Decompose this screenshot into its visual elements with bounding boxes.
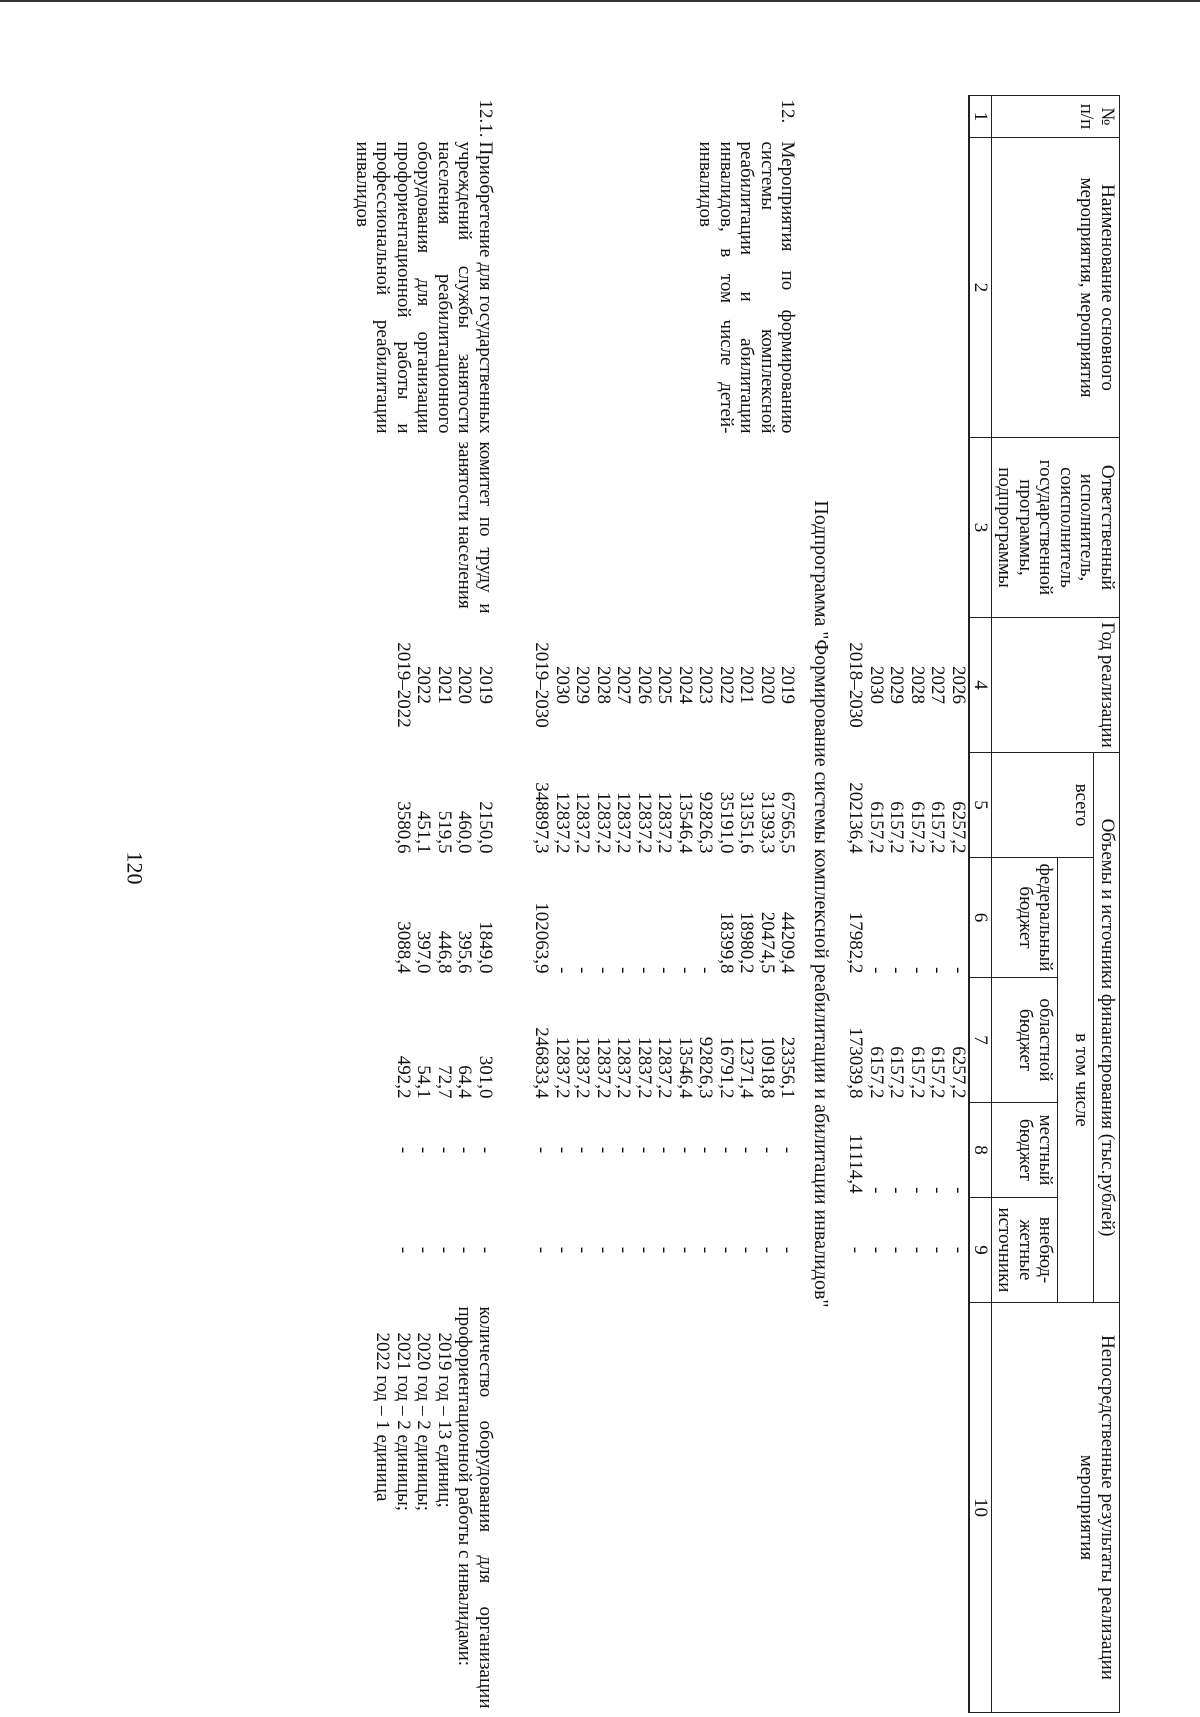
- cell-value: 2020 год – 2 единицы;: [413, 1332, 435, 1512]
- header-local: местный бюджет: [991, 1103, 1058, 1198]
- column-number: 1: [969, 96, 992, 138]
- cell-value: 72,7: [433, 1065, 455, 1099]
- cell-value: -: [633, 1146, 655, 1154]
- cell-value: 6157,2: [906, 801, 928, 854]
- cell-value: 18399,8: [715, 911, 737, 974]
- cell-value: -: [865, 1246, 887, 1254]
- cell-value: 173039,8: [845, 1027, 867, 1099]
- local-cell: [351, 1103, 495, 1198]
- header-federal: федеральный бюджет: [991, 858, 1058, 978]
- header-including: в том числе: [1058, 858, 1094, 1303]
- cell-value: -: [592, 1146, 614, 1154]
- cell-value: -: [947, 967, 969, 974]
- cell-value: 2018–2030: [845, 642, 867, 728]
- result-cell: [351, 1303, 495, 1713]
- cell-value: 12837,2: [613, 791, 635, 854]
- extra-cell: [845, 1198, 969, 1303]
- cell-value: 20474,5: [756, 911, 778, 974]
- cell-value: 2029: [572, 666, 594, 704]
- cell-value: -: [947, 1187, 969, 1194]
- cell-value: 2019: [474, 666, 496, 704]
- year-cell: [351, 618, 495, 753]
- cell-value: -: [695, 967, 717, 974]
- year-cell: [531, 618, 798, 753]
- cell-value: 348897,3: [531, 782, 553, 854]
- cell-value: 2025: [654, 666, 676, 704]
- cell-value: 301,0: [474, 1055, 496, 1099]
- cell-value: -: [454, 1146, 476, 1154]
- cell-value: -: [927, 967, 949, 974]
- cell-value: -: [392, 1146, 414, 1154]
- cell-value: 12837,2: [592, 791, 614, 854]
- table-row-12: [531, 96, 798, 1713]
- column-number: 10: [969, 1303, 992, 1713]
- cell-value: -: [845, 1246, 867, 1254]
- regional-cell: [531, 978, 798, 1103]
- local-cell: [845, 1103, 969, 1198]
- cell-value: -: [474, 1246, 496, 1254]
- cell-value: -: [886, 967, 908, 974]
- header-extra: внебюд-жетные источники: [991, 1198, 1058, 1303]
- cell-value: -: [865, 967, 887, 974]
- cell-value: 2020: [454, 666, 476, 704]
- cell-value: -: [736, 1246, 758, 1254]
- cell-value: 2021: [736, 666, 758, 704]
- cell-value: 3088,4: [392, 921, 414, 974]
- cell-value: 2030: [551, 666, 573, 704]
- cell-value: 2022: [715, 666, 737, 704]
- cell-value: -: [613, 967, 635, 974]
- cell-value: 2027: [613, 666, 635, 704]
- cell-value: 12837,2: [572, 791, 594, 854]
- cell-value: 64,4: [454, 1065, 476, 1099]
- total-cell: [531, 753, 798, 858]
- cell-value: 397,0: [413, 930, 435, 974]
- cell-value: -: [531, 1246, 553, 1254]
- cell-value: 13546,4: [674, 1036, 696, 1099]
- cell-value: 23356,1: [777, 1036, 799, 1099]
- cell-value: -: [674, 1146, 696, 1154]
- cell-value: -: [592, 967, 614, 974]
- cell-value: -: [777, 1146, 799, 1154]
- cell-value: -: [886, 1187, 908, 1194]
- cell-value: 2021: [433, 666, 455, 704]
- cell-value: 12837,2: [633, 1036, 655, 1099]
- cell-value: -: [613, 1146, 635, 1154]
- cell-value: 12837,2: [654, 791, 676, 854]
- cell-value: -: [633, 1246, 655, 1254]
- cell-value: -: [756, 1246, 778, 1254]
- executor-name: комитет по труду и занятости населения: [454, 441, 496, 614]
- cell-value: -: [551, 1246, 573, 1254]
- cell-value: -: [927, 1187, 949, 1194]
- cell-value: -: [695, 1246, 717, 1254]
- cell-value: -: [756, 1146, 778, 1154]
- header-num: № п/п: [991, 96, 1119, 138]
- cell-value: -: [413, 1146, 435, 1154]
- table-row-12-1: [351, 96, 495, 1713]
- cell-value: -: [906, 1187, 928, 1194]
- cell-value: 2019–2022: [392, 642, 414, 728]
- cell-value: 6157,2: [906, 1046, 928, 1099]
- result-lines: [372, 1307, 454, 1709]
- cell-value: -: [592, 1246, 614, 1254]
- column-number-row: [969, 96, 992, 1713]
- cell-value: 35191,0: [715, 791, 737, 854]
- cell-value: 11114,4: [845, 1133, 867, 1194]
- cell-value: 202136,4: [845, 782, 867, 854]
- header-year: Год реализации: [991, 618, 1119, 753]
- cell-value: -: [927, 1246, 949, 1254]
- cell-value: -: [572, 1146, 594, 1154]
- year-cell: [845, 618, 969, 753]
- cell-value: 12837,2: [592, 1036, 614, 1099]
- cell-value: 492,2: [392, 1055, 414, 1099]
- column-number: 5: [969, 753, 992, 858]
- header-total: всего: [991, 753, 1094, 858]
- cell-value: -: [674, 1246, 696, 1254]
- cell-value: -: [633, 967, 655, 974]
- total-cell: [351, 753, 495, 858]
- cell-value: 12837,2: [572, 1036, 594, 1099]
- cell-value: 3580,6: [392, 801, 414, 854]
- cell-value: 2024: [674, 666, 696, 704]
- header-results: Непосредственные результаты реализации мероприятия: [991, 1303, 1119, 1713]
- cell-value: 451,1: [413, 810, 435, 854]
- local-cell: [531, 1103, 798, 1198]
- cell-value: -: [947, 1246, 969, 1254]
- cell-value: 2020: [756, 666, 778, 704]
- regional-cell: [845, 978, 969, 1103]
- column-number: 6: [969, 858, 992, 978]
- cell-value: 2022 год – 1 единица: [372, 1332, 394, 1502]
- cell-value: 12837,2: [551, 1036, 573, 1099]
- cell-value: -: [572, 1246, 594, 1254]
- cell-value: -: [531, 1146, 553, 1154]
- table-header: [969, 96, 1120, 1713]
- cell-value: 12371,4: [736, 1036, 758, 1099]
- header-financing: Объемы и источники финансирования (тыс.рублей): [1094, 753, 1120, 1303]
- cell-value: 102063,9: [531, 902, 553, 974]
- cell-value: -: [392, 1246, 414, 1254]
- cell-value: 12837,2: [613, 1036, 635, 1099]
- cell-value: 2026: [633, 666, 655, 704]
- page-number: 120: [122, 851, 148, 885]
- cell-value: 2030: [865, 666, 887, 704]
- cell-value: -: [454, 1246, 476, 1254]
- cell-value: -: [865, 1187, 887, 1194]
- activity-name: Приобретение для государственных учреждений службы занятости населения реабилитационного оборудования для организации профориентационной работы и профессиональной реабилитации инвалидов: [351, 141, 496, 434]
- cell-value: -: [777, 1246, 799, 1254]
- cell-value: 246833,4: [531, 1027, 553, 1099]
- cell-value: 519,5: [433, 810, 455, 854]
- cell-value: 13546,4: [674, 791, 696, 854]
- total-cell: [845, 753, 969, 858]
- extra-cell: [351, 1198, 495, 1303]
- cell-value: 2019: [777, 666, 799, 704]
- cell-value: 2019–2030: [531, 642, 553, 728]
- cell-value: 2023: [695, 666, 717, 704]
- column-number: 4: [969, 618, 992, 753]
- cell-value: 17982,2: [845, 911, 867, 974]
- cell-value: -: [654, 1246, 676, 1254]
- cell-value: -: [906, 1246, 928, 1254]
- cell-value: -: [906, 967, 928, 974]
- cell-value: 2019 год – 13 единиц;: [433, 1332, 455, 1508]
- cell-value: 6157,2: [865, 1046, 887, 1099]
- cell-value: 2028: [906, 666, 928, 704]
- cell-value: 2026: [947, 666, 969, 704]
- cell-value: 16791,2: [715, 1036, 737, 1099]
- federal-cell: [351, 858, 495, 978]
- cell-value: 6257,2: [947, 801, 969, 854]
- column-number: 7: [969, 978, 992, 1103]
- cell-value: 12837,2: [633, 791, 655, 854]
- row-number: 12.1.: [474, 99, 496, 138]
- cell-value: 67565,5: [777, 791, 799, 854]
- cell-value: 12837,2: [654, 1036, 676, 1099]
- cell-value: 1849,0: [474, 921, 496, 974]
- cell-value: 460,0: [454, 810, 476, 854]
- federal-cell: [845, 858, 969, 978]
- cell-value: 2028: [592, 666, 614, 704]
- cell-value: 395,6: [454, 930, 476, 974]
- row-number: 12.: [777, 99, 799, 124]
- cell-value: 12837,2: [551, 791, 573, 854]
- cell-value: -: [674, 967, 696, 974]
- cell-value: -: [715, 1246, 737, 1254]
- cell-value: -: [551, 1146, 573, 1154]
- extra-cell: [531, 1198, 798, 1303]
- cell-value: -: [695, 1146, 717, 1154]
- cell-value: 446,8: [433, 930, 455, 974]
- cell-value: 6157,2: [927, 1046, 949, 1099]
- cell-value: 2029: [886, 666, 908, 704]
- cell-value: 31351,6: [736, 791, 758, 854]
- cell-value: -: [736, 1146, 758, 1154]
- cell-value: 10918,8: [756, 1036, 778, 1099]
- header-executor: Ответственный исполнитель, соисполнитель государственной программы, подпрограммы: [991, 438, 1119, 618]
- column-number: 9: [969, 1198, 992, 1303]
- cell-value: 2150,0: [474, 801, 496, 854]
- subprogram-title: Подпрограмма "Формирование системы комплексной реабилитации и абилитации инвалидов": [809, 500, 832, 1308]
- cell-value: 6157,2: [886, 801, 908, 854]
- cell-value: 31393,3: [756, 791, 778, 854]
- cell-value: -: [715, 1146, 737, 1154]
- cell-value: 6257,2: [947, 1046, 969, 1099]
- cell-value: 92826,3: [695, 1036, 717, 1099]
- regional-cell: [351, 978, 495, 1103]
- cell-value: 6157,2: [865, 801, 887, 854]
- header-regional: областной бюджет: [991, 978, 1058, 1103]
- cell-value: -: [613, 1246, 635, 1254]
- cell-value: 18980,2: [736, 911, 758, 974]
- column-number: 2: [969, 138, 992, 438]
- cell-value: 44209,4: [777, 911, 799, 974]
- cell-value: -: [551, 967, 573, 974]
- cell-value: 2027: [927, 666, 949, 704]
- header-name: Наименование основного мероприятия, мероприятия: [991, 138, 1119, 438]
- result-intro: количество оборудования для организации профориентационной работы с инвалидами:: [454, 1306, 496, 1709]
- cell-value: 6157,2: [886, 1046, 908, 1099]
- cell-value: -: [433, 1146, 455, 1154]
- table-row-continuation: [845, 96, 969, 1713]
- cell-value: -: [886, 1246, 908, 1254]
- cell-value: -: [654, 1146, 676, 1154]
- cell-value: -: [572, 967, 594, 974]
- top-border-line: [0, 0, 1200, 2]
- cell-value: 54,1: [413, 1065, 435, 1099]
- cell-value: 92826,3: [695, 791, 717, 854]
- cell-value: -: [654, 967, 676, 974]
- cell-value: 2022: [413, 666, 435, 704]
- cell-value: 6157,2: [927, 801, 949, 854]
- cell-value: -: [413, 1246, 435, 1254]
- cell-value: -: [433, 1246, 455, 1254]
- column-number: 8: [969, 1103, 992, 1198]
- activity-name: Мероприятия по формированию системы комплексной реабилитации и абилитации инвалидов, в том числе детей-инвалидов: [695, 141, 799, 434]
- financing-table: [351, 95, 1120, 1713]
- cell-value: -: [474, 1146, 496, 1154]
- cell-value: 2021 год – 2 единицы;: [392, 1332, 414, 1512]
- federal-cell: [531, 858, 798, 978]
- column-number: 3: [969, 438, 992, 618]
- rotated-page-content: [155, 95, 1120, 1712]
